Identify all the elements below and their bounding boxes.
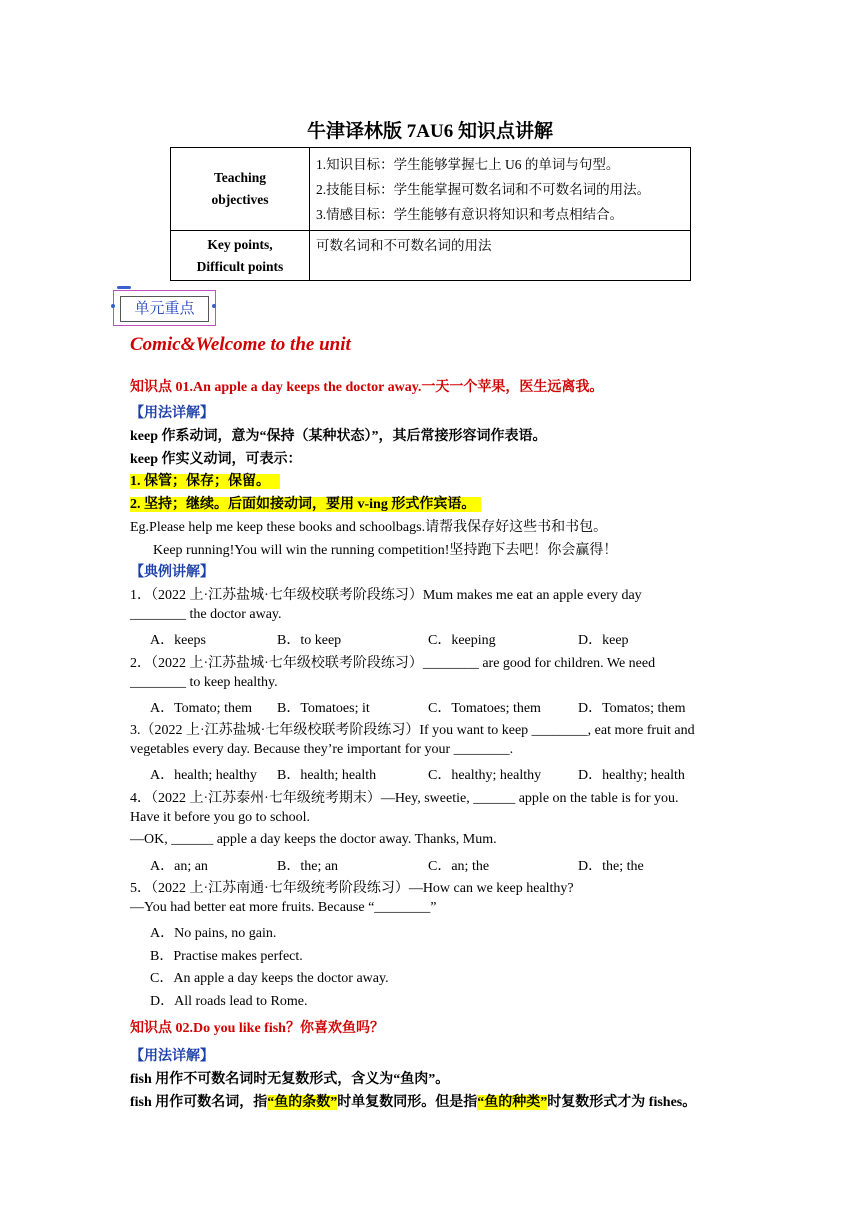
key-points-content (310, 231, 691, 281)
decoration-dot (212, 304, 216, 308)
usage-text: fish 用作不可数名词时无复数形式，含义为“鱼肉”。 (130, 1072, 450, 1087)
question-2-options (150, 697, 686, 717)
unit-label: 单元重点 (120, 296, 209, 322)
teaching-objectives-content (310, 148, 691, 231)
header-text: Teaching (213, 170, 267, 185)
decoration-bar (117, 286, 131, 289)
unit-highlight-label (113, 286, 216, 326)
objective-item: 2.技能目标：学生能掌握可数名词和不可数名词的用法。 (316, 181, 651, 197)
option: D．All roads lead to Rome. (150, 994, 308, 1009)
text-run: 时单复数同形。但是指 (337, 1095, 478, 1110)
table-row (171, 148, 691, 231)
example-sentence: Keep running!You will win the running competition!坚持跑下去吧！你会赢得！ (153, 543, 618, 558)
highlighted-text: 2. 坚持；继续。后面如接动词，要用 v-ing 形式作宾语。 (130, 497, 481, 512)
option: D．Tomatos; them (578, 701, 686, 716)
option: C．Tomatoes; them (428, 701, 541, 716)
option: B．the; an (277, 859, 339, 874)
highlighted-text: “鱼的条数” (267, 1095, 338, 1110)
option: A．health; healthy (150, 768, 257, 783)
question-4: Have it before you go to school. (130, 810, 311, 825)
header-text: Difficult points (196, 258, 284, 274)
label-frame (113, 290, 216, 326)
usage-label: 【用法详解】 (130, 1049, 214, 1064)
option: B．health; health (277, 768, 377, 783)
question-3: vegetables every day. Because they’re important for your ________. (130, 742, 514, 757)
question-4-options (150, 855, 644, 875)
usage-label: 【用法详解】 (130, 406, 214, 421)
option: B．to keep (277, 633, 342, 648)
option: B．Practise makes perfect. (150, 949, 303, 964)
question-2: 2．（2022 上·江苏盐城·七年级校联考阶段练习）________ are good for children. We need (130, 656, 656, 671)
option: C．keeping (428, 633, 496, 648)
point1-heading: 知识点 01.An apple a day keeps the doctor away.一天一个苹果，医生远离我。 (130, 380, 604, 395)
question-4: 4．（2022 上·江苏泰州·七年级统考期末）—Hey, sweetie, ______ apple on the table is for you. (130, 791, 679, 806)
table-row (171, 231, 691, 281)
usage-text (130, 470, 280, 490)
option: A．keeps (150, 633, 206, 648)
option: C．An apple a day keeps the doctor away. (150, 971, 389, 986)
objective-item: 3.情感目标：学生能够有意识将知识和考点相结合。 (316, 206, 624, 222)
decoration-dot (111, 304, 115, 308)
option: D．the; the (578, 859, 644, 874)
option: A．Tomato; them (150, 701, 253, 716)
question-5: 5．（2022 上·江苏南通·七年级统考阶段练习）—How can we keep healthy? (130, 881, 574, 896)
page-title: 牛津译林版 7AU6 知识点讲解 (307, 121, 553, 142)
usage-text (130, 1091, 696, 1111)
usage-text: keep 作实义动词，可表示： (130, 452, 302, 467)
highlighted-text: “鱼的种类” (477, 1095, 548, 1110)
question-3: 3.（2022 上·江苏盐城·七年级校联考阶段练习）If you want to keep ________, eat more fruit and (130, 723, 695, 738)
question-1-options (150, 629, 629, 649)
question-3-options (150, 764, 685, 784)
example-label: 【典例讲解】 (130, 565, 214, 580)
text-run: 时复数形式才为 fishes。 (547, 1095, 697, 1110)
header-text: Key points, (207, 236, 273, 252)
highlighted-text: 1. 保管；保存；保留。 (130, 474, 280, 489)
question-2: ________ to keep healthy. (130, 675, 278, 690)
key-points-header (171, 231, 310, 281)
option: B．Tomatoes; it (277, 701, 370, 716)
question-4: —OK, ______ apple a day keeps the doctor away. Thanks, Mum. (130, 832, 497, 847)
option: C．healthy; healthy (428, 768, 542, 783)
option: D．keep (578, 633, 629, 648)
question-1: ________ the doctor away. (130, 607, 282, 622)
option: C．an; the (428, 859, 490, 874)
option: D．healthy; health (578, 768, 685, 783)
objectives-table (170, 147, 691, 281)
usage-text: keep 作系动词，意为“保持（某种状态）”，其后常接形容词作表语。 (130, 429, 547, 444)
option: A．No pains, no gain. (150, 926, 277, 941)
section-heading: Comic&Welcome to the unit (130, 334, 351, 355)
question-1: 1．（2022 上·江苏盐城·七年级校联考阶段练习）Mum makes me eat an apple every day (130, 588, 642, 603)
teaching-objectives-header (171, 148, 310, 231)
question-5: —You had better eat more fruits. Because “________” (130, 900, 437, 915)
point2-heading: 知识点 02.Do you like fish？你喜欢鱼吗？ (130, 1021, 384, 1036)
example-sentence: Eg.Please help me keep these books and schoolbags.请帮我保存好这些书和书包。 (130, 520, 608, 535)
text-run: fish 用作可数名词，指 (130, 1095, 268, 1110)
usage-text (130, 493, 481, 513)
objective-item: 1.知识目标：学生能够掌握七上 U6 的单词与句型。 (316, 156, 620, 172)
key-points-text: 可数名词和不可数名词的用法 (316, 238, 492, 253)
option: A．an; an (150, 859, 208, 874)
header-text: objectives (211, 192, 269, 207)
